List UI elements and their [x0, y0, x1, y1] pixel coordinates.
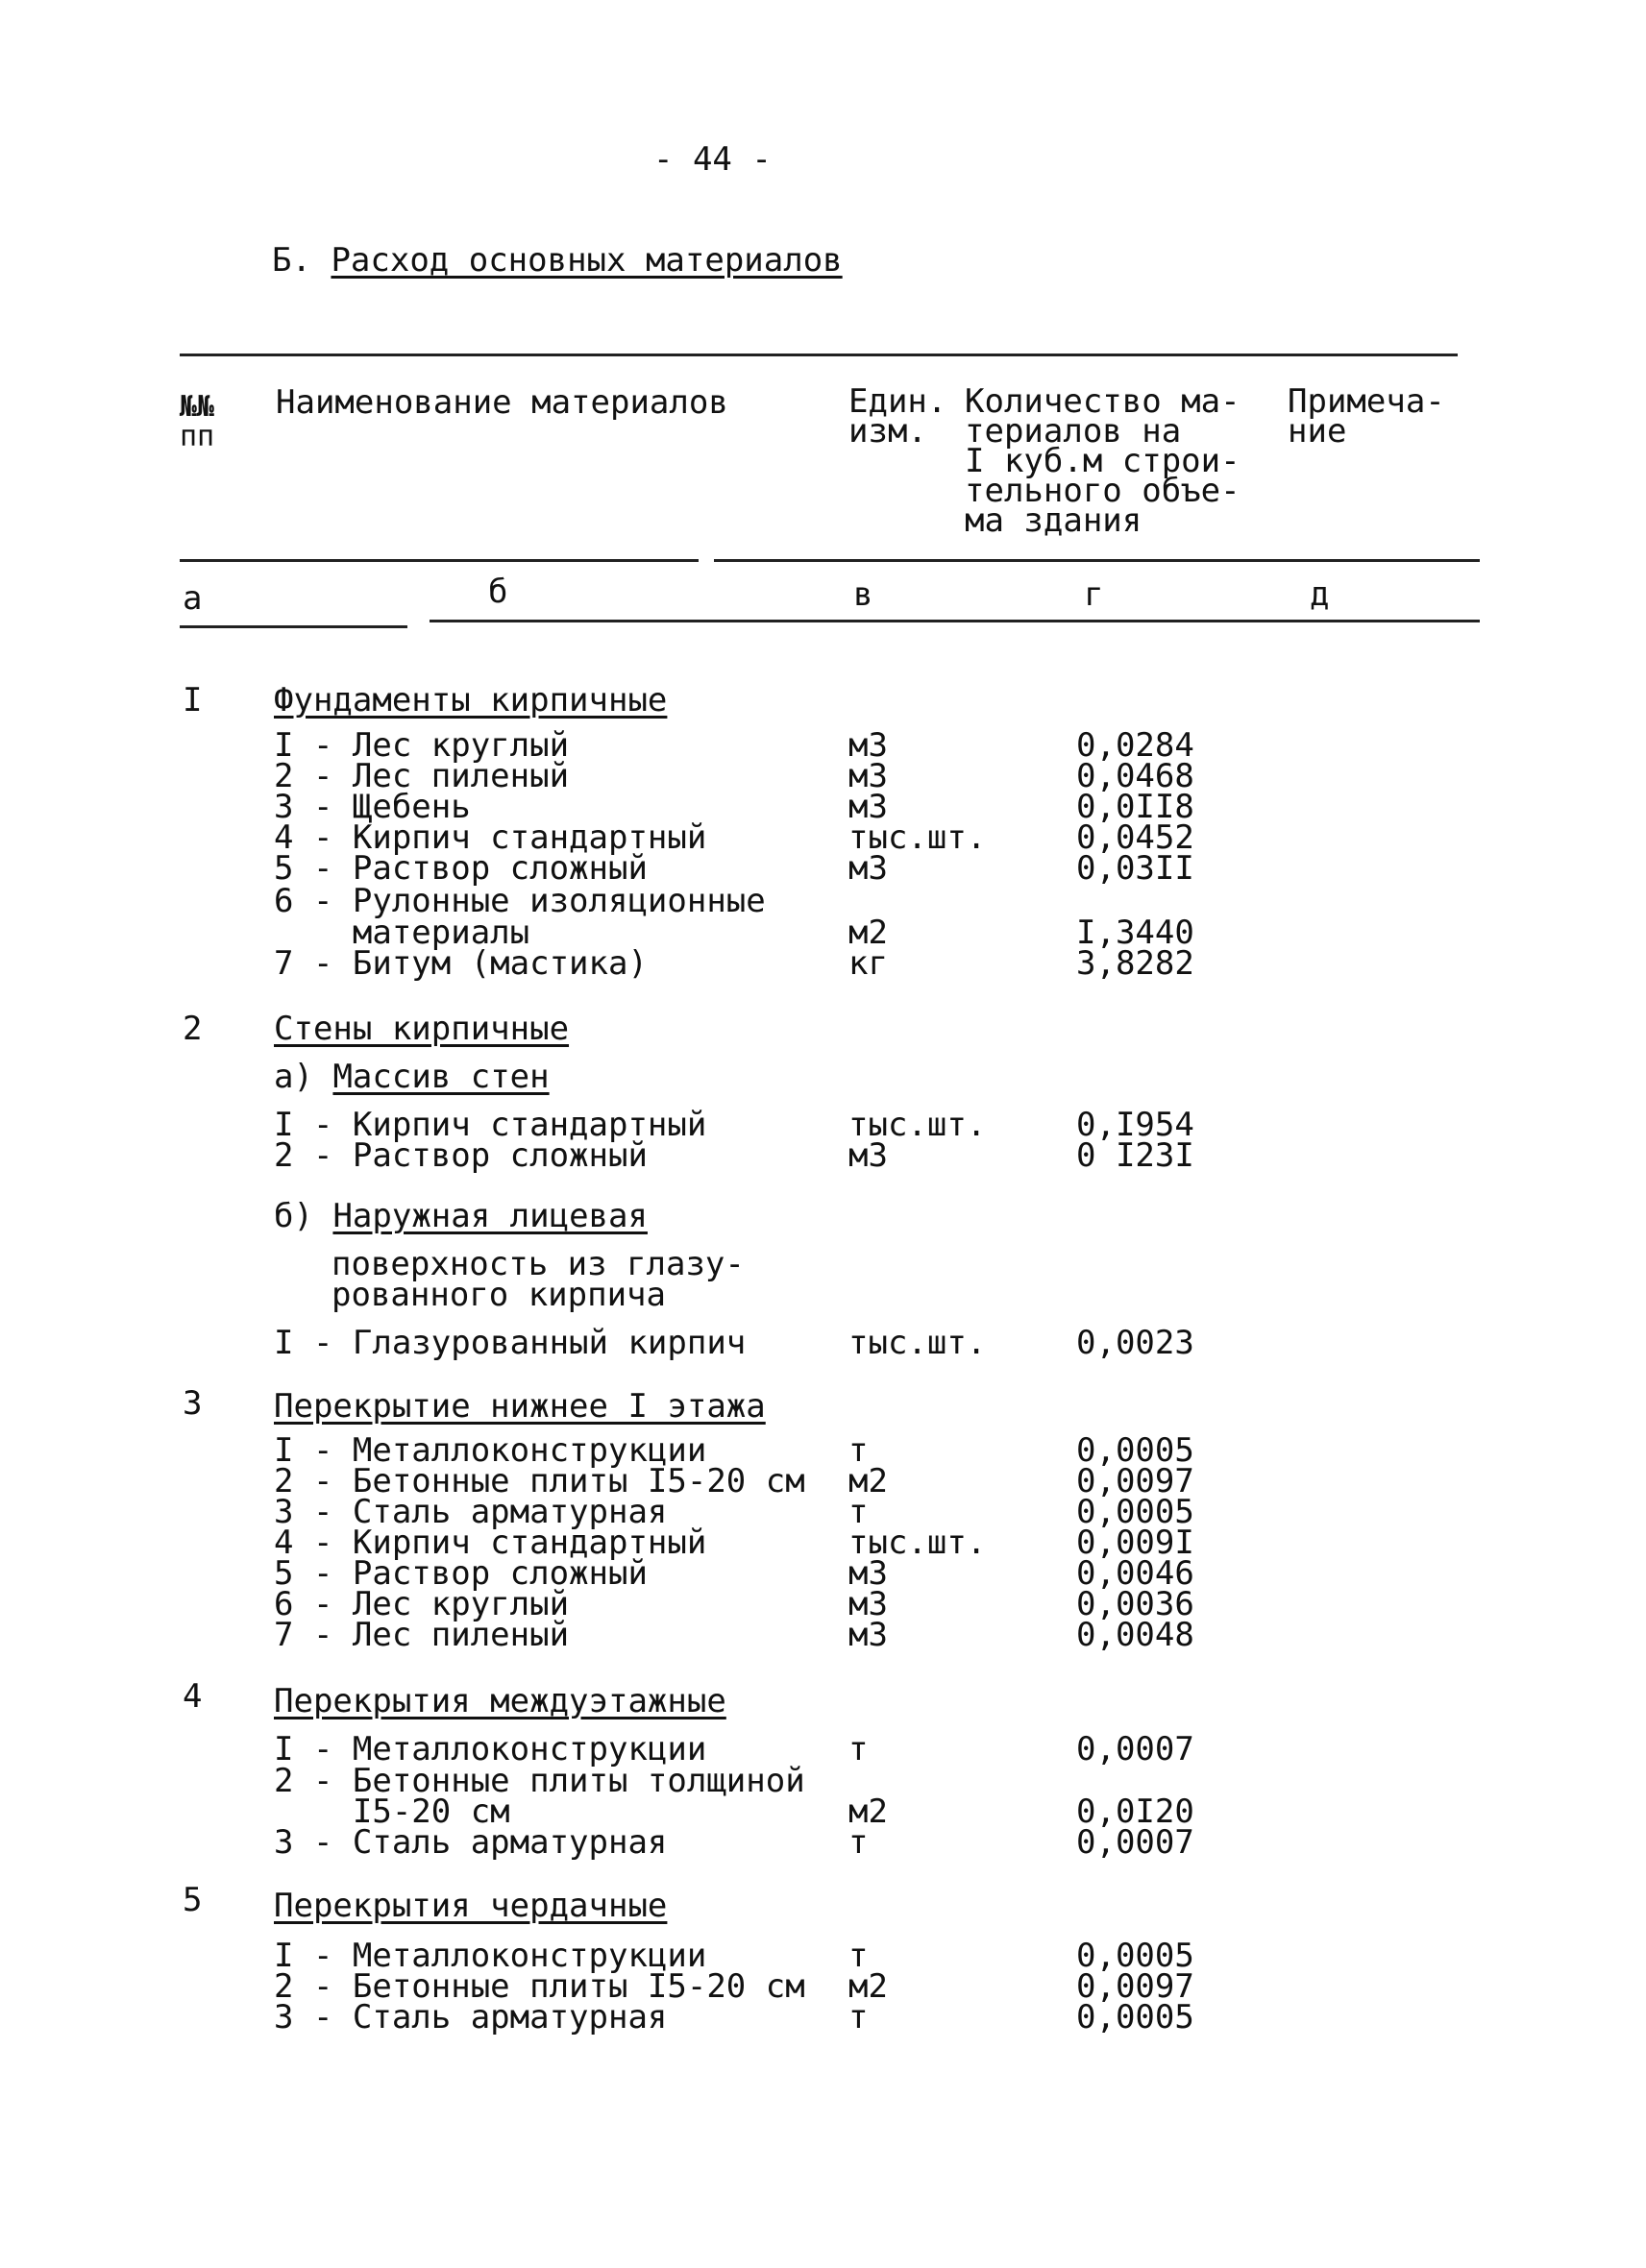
table-row: 5 - Раствор сложный	[274, 1554, 648, 1593]
header-bottom-rule-right	[430, 620, 1480, 622]
row-qty: 0,0468	[1076, 757, 1194, 795]
section-3-number: 3	[183, 1384, 203, 1423]
row-unit: кг	[848, 944, 888, 983]
section-3-title: Перекрытие нижнее I этажа	[274, 1387, 766, 1426]
section-1-number: I	[183, 681, 203, 719]
row-unit: м3	[848, 788, 888, 826]
row-qty: 0,0023	[1076, 1324, 1194, 1362]
row-unit: м3	[848, 1585, 888, 1623]
header-col-e: Примеча- ние	[1288, 382, 1445, 451]
row-qty: 0,0452	[1076, 818, 1194, 857]
table-row: 4 - Кирпич стандартный	[274, 1524, 707, 1562]
header-top-rule	[180, 354, 1458, 356]
row-qty: 3,8282	[1076, 944, 1194, 983]
row-qty: 0,0005	[1076, 1431, 1194, 1470]
table-row: I - Металлоконструкции	[274, 1730, 707, 1768]
table-row: I - Металлоконструкции	[274, 1937, 707, 1975]
row-unit: т	[848, 1937, 869, 1975]
row-qty: 0,0046	[1076, 1554, 1194, 1593]
table-row: I5-20 см	[274, 1792, 510, 1831]
row-qty: 0,0007	[1076, 1823, 1194, 1862]
header-mid-rule-left	[180, 559, 699, 562]
row-unit: тыс.шт.	[848, 818, 987, 857]
row-unit: м2	[848, 1967, 888, 2006]
table-row: 2 - Бетонные плиты I5-20 см	[274, 1462, 805, 1500]
header-col-b: Наименование материалов	[276, 383, 728, 422]
col-letter-d: г	[1084, 575, 1104, 614]
table-row: I - Глазурованный кирпич	[274, 1324, 747, 1362]
col-letter-e: д	[1310, 575, 1330, 614]
table-row: 2 - Бетонные плиты I5-20 см	[274, 1967, 805, 2006]
table-row: 2 - Бетонные плиты толщиной	[274, 1762, 805, 1800]
table-row: 6 - Рулонные изоляционные	[274, 882, 766, 920]
row-unit: м2	[848, 1462, 888, 1500]
row-unit: тыс.шт.	[848, 1324, 987, 1362]
table-row: 4 - Кирпич стандартный	[274, 818, 707, 857]
row-unit: т	[848, 1431, 869, 1470]
row-qty: 0,009I	[1076, 1524, 1194, 1562]
row-qty: 0,I954	[1076, 1106, 1194, 1144]
row-unit: м3	[848, 849, 888, 888]
row-unit: м3	[848, 1616, 888, 1654]
row-qty: 0,03II	[1076, 849, 1194, 888]
table-row: 3 - Сталь арматурная	[274, 1998, 668, 2036]
section-2-subsection-b: б) Наружная лицевая	[274, 1197, 648, 1235]
subsection-b-text-1: поверхность из глазу-	[332, 1245, 745, 1283]
table-row: 6 - Лес круглый	[274, 1585, 570, 1623]
section-5-title: Перекрытия чердачные	[274, 1887, 668, 1925]
row-unit: м3	[848, 1554, 888, 1593]
row-qty: 0,0005	[1076, 1937, 1194, 1975]
section-2-number: 2	[183, 1010, 203, 1048]
row-unit: м3	[848, 757, 888, 795]
row-qty: 0,0097	[1076, 1462, 1194, 1500]
header-col-d: Количество ма- териалов на I куб.м строи- тельного объе- ма здания	[965, 382, 1241, 540]
subsection-b-text-2: рованного кирпича	[332, 1276, 666, 1314]
section-2-title: Стены кирпичные	[274, 1010, 570, 1048]
table-row: 7 - Битум (мастика)	[274, 944, 648, 983]
section-title-text: Расход основных материалов	[331, 241, 843, 280]
table-row: I - Лес круглый	[274, 726, 570, 765]
row-unit: т	[848, 1493, 869, 1531]
row-unit: т	[848, 1998, 869, 2036]
col-letter-a: а	[183, 579, 203, 618]
section-4-title: Перекрытия междуэтажные	[274, 1682, 726, 1720]
table-row: I - Кирпич стандартный	[274, 1106, 707, 1144]
row-qty: 0,0007	[1076, 1730, 1194, 1768]
row-qty: 0 I23I	[1076, 1136, 1194, 1175]
table-row: I - Металлоконструкции	[274, 1431, 707, 1470]
section-5-number: 5	[183, 1881, 203, 1919]
header-mid-rule-right	[714, 559, 1480, 562]
row-unit: м2	[848, 1792, 888, 1831]
row-unit: т	[848, 1730, 869, 1768]
page-number: - 44 -	[653, 140, 772, 179]
row-qty: 0,0097	[1076, 1967, 1194, 2006]
row-unit: м3	[848, 726, 888, 765]
col-letter-b: б	[488, 573, 508, 611]
table-row: 3 - Сталь арматурная	[274, 1493, 668, 1531]
row-unit: т	[848, 1823, 869, 1862]
row-unit: м2	[848, 914, 888, 952]
row-unit: м3	[848, 1136, 888, 1175]
row-unit: тыс.шт.	[848, 1106, 987, 1144]
row-unit: тыс.шт.	[848, 1524, 987, 1562]
row-qty: 0,0005	[1076, 1998, 1194, 2036]
row-qty: 0,0048	[1076, 1616, 1194, 1654]
header-col-c: Един. изм.	[848, 382, 947, 451]
row-qty: 0,0II8	[1076, 788, 1194, 826]
table-row: 3 - Сталь арматурная	[274, 1823, 668, 1862]
table-row: 7 - Лес пиленый	[274, 1616, 570, 1654]
section-2-subsection-a: а) Массив стен	[274, 1058, 550, 1096]
section-prefix: Б.	[272, 241, 311, 280]
row-qty: 0,0I20	[1076, 1792, 1194, 1831]
section-title	[272, 241, 843, 280]
section-1-title: Фундаменты кирпичные	[274, 681, 668, 719]
table-row: 2 - Раствор сложный	[274, 1136, 648, 1175]
header-bottom-rule-left	[180, 625, 407, 628]
table-row: материалы	[274, 914, 530, 952]
row-qty: I,3440	[1076, 914, 1194, 952]
row-qty: 0,0036	[1076, 1585, 1194, 1623]
header-col-a: №№ пп	[180, 390, 215, 453]
table-row: 5 - Раствор сложный	[274, 849, 648, 888]
table-row: 2 - Лес пиленый	[274, 757, 570, 795]
row-qty: 0,0005	[1076, 1493, 1194, 1531]
col-letter-c: в	[853, 575, 873, 614]
row-qty: 0,0284	[1076, 726, 1194, 765]
section-4-number: 4	[183, 1677, 203, 1716]
table-row: 3 - Щебень	[274, 788, 471, 826]
